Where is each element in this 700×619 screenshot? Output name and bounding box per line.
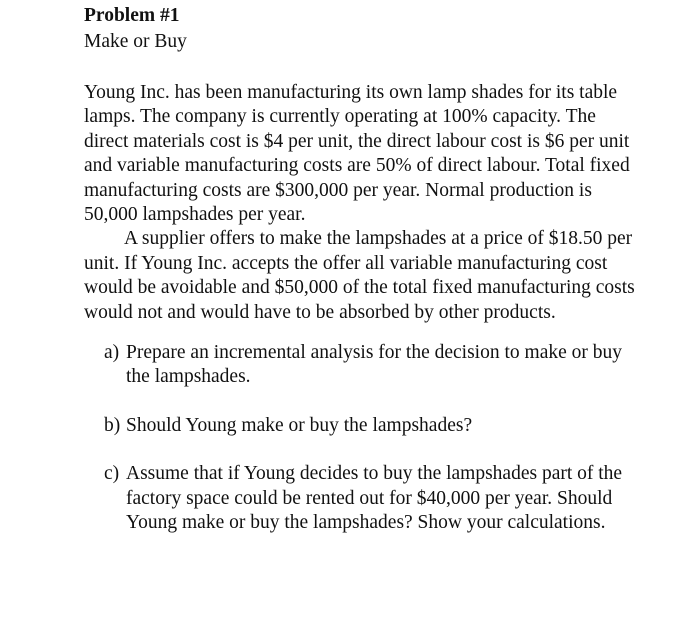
question-text: Should Young make or buy the lampshades? <box>126 414 473 436</box>
question-c <box>84 462 644 535</box>
problem-subtitle: Make or Buy <box>84 31 187 52</box>
question-letter: c) <box>104 463 120 485</box>
question-a <box>84 341 644 390</box>
question-list <box>84 341 644 535</box>
question-b <box>84 414 644 438</box>
problem-title: Problem #1 <box>84 5 180 26</box>
document-page <box>84 4 644 536</box>
question-text: Assume that if Young decides to buy the lampshades part of the factory space could be rented out for $40,000 per year. Should Young make or buy the lampshades? Show your calculations. <box>126 463 623 534</box>
supplier-offer-paragraph: A supplier offers to make the lampshades at a price of $18.50 per unit. If Young Inc. accepts the offer all variable manufacturing cost would be avoidable and $50,000 of the total fixed manufacturing costs would not and would have to be absorbed by other products. <box>84 228 635 323</box>
question-letter: a) <box>104 342 120 364</box>
question-letter: b) <box>104 414 121 436</box>
question-text: Prepare an incremental analysis for the decision to make or buy the lampshades. <box>126 342 622 388</box>
scenario-paragraph: Young Inc. has been manufacturing its own lamp shades for its table lamps. The company is currently operating at 100% capacity. The direct materials cost is $4 per unit, the direct labour cost is $6 per unit and variable manufacturing costs are 50% of direct labour. Total fixed manufacturing costs are $300,000 per year. Normal production is 50,000 lampshades per year. <box>84 82 630 226</box>
